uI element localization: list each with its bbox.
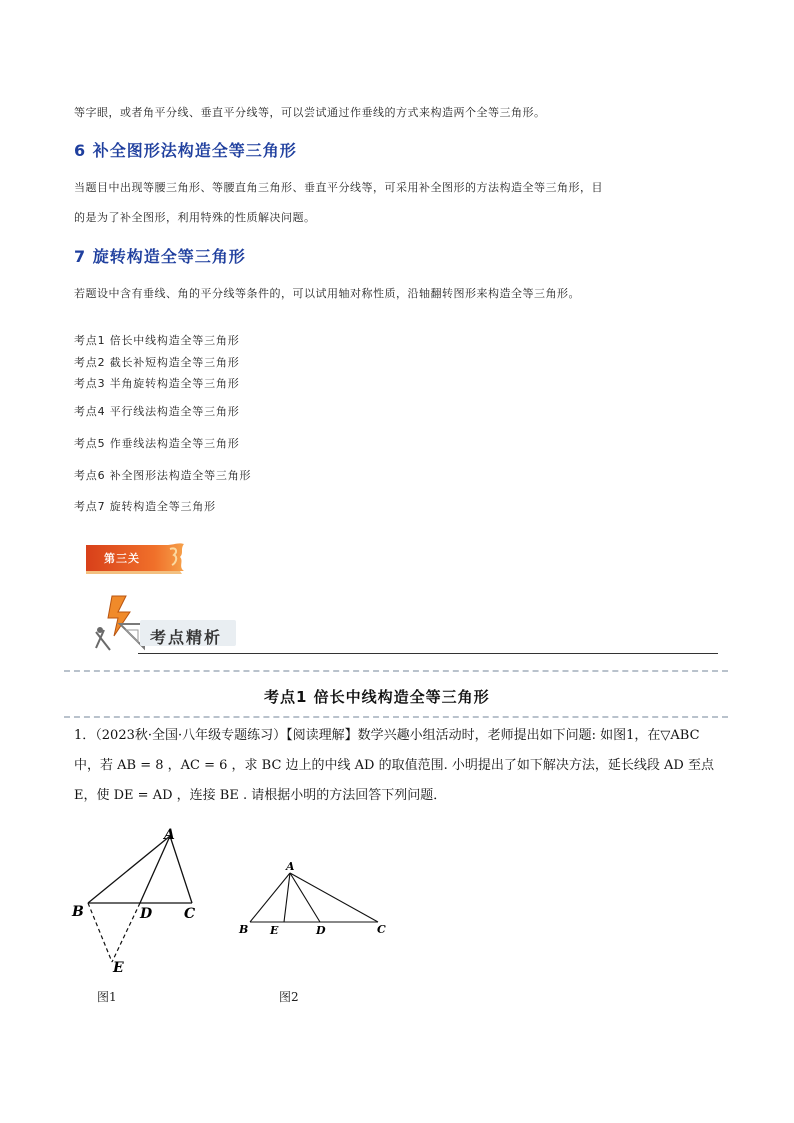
toc-item-7: 考点7 旋转构造全等三角形 xyxy=(74,500,216,513)
figure-1-caption: 图1 xyxy=(97,990,117,1004)
fig2-label-c: C xyxy=(377,923,386,936)
problem-source: （2023秋·全国·八年级专题练习）【阅读理解】数学兴趣小组活动时，老师提出如下问题: 如图1，在▽ABC xyxy=(95,728,700,743)
section-6-line-1: 当题目中出现等腰三角形、等腰直角三角形、垂直平分线等，可采用补全图形的方法构造全等三角形，目 xyxy=(74,181,603,194)
fig1-label-a: A xyxy=(164,827,175,843)
fig1-dashed-de xyxy=(112,903,140,962)
section-7-line-1: 若题设中含有垂线、角的平分线等条件的，可以试用轴对称性质，沿轴翻转图形来构造全等三角形。 xyxy=(74,287,580,300)
fig1-side-ac xyxy=(170,836,192,903)
fig1-label-c: C xyxy=(184,906,196,922)
section-6-heading: 6 补全图形法构造全等三角形 xyxy=(74,141,297,160)
banner-label: 第三关 xyxy=(104,552,140,565)
figure-2-caption: 图2 xyxy=(279,990,299,1004)
kd-underline xyxy=(138,653,718,654)
fig2-label-b: B xyxy=(239,923,249,936)
fig1-label-b: B xyxy=(72,904,84,920)
toc-item-5: 考点5 作垂线法构造全等三角形 xyxy=(74,437,240,450)
separator-top xyxy=(64,670,728,672)
fig1-label-e: E xyxy=(113,960,124,972)
fig1-dashed-be xyxy=(88,903,112,962)
fig1-label-d: D xyxy=(140,906,153,922)
fig2-segment-ae xyxy=(284,873,290,922)
figure-1 xyxy=(66,822,216,972)
separator-bottom xyxy=(64,716,728,718)
fig2-label-d: D xyxy=(316,924,326,937)
fig2-segment-ad xyxy=(290,873,320,922)
toc-item-6: 考点6 补全图形法构造全等三角形 xyxy=(74,469,252,482)
toc-item-3: 考点3 半角旋转构造全等三角形 xyxy=(74,377,240,390)
kd-header xyxy=(90,590,720,660)
intro-line: 等字眼，或者角平分线、垂直平分线等，可以尝试通过作垂线的方式来构造两个全等三角形。 xyxy=(74,106,546,119)
fig1-side-ab xyxy=(88,836,170,903)
figure-2 xyxy=(232,856,392,946)
fig2-side-ac xyxy=(290,873,378,922)
toc-item-2: 考点2 截长补短构造全等三角形 xyxy=(74,356,240,369)
fig2-label-a: A xyxy=(286,860,295,873)
kd-title: 考点精析 xyxy=(150,628,223,647)
toc-item-4: 考点4 平行线法构造全等三角形 xyxy=(74,405,240,418)
problem-line-1 xyxy=(74,721,700,751)
section-6-line-2: 的是为了补全图形，利用特殊的性质解决问题。 xyxy=(74,211,316,224)
kp-title: 考点1 倍长中线构造全等三角形 xyxy=(264,688,490,706)
section-7-heading: 7 旋转构造全等三角形 xyxy=(74,247,246,266)
level-banner xyxy=(84,541,190,575)
fig2-side-ab xyxy=(250,873,290,922)
problem-number: 1． xyxy=(74,728,96,743)
problem-line-3: E，使 DE = AD ，连接 BE . 请根据小明的方法回答下列问题． xyxy=(74,788,447,803)
toc-item-1: 考点1 倍长中线构造全等三角形 xyxy=(74,334,240,347)
fig2-label-e: E xyxy=(270,924,279,937)
problem-line-2: 中，若 AB = 8 ，AC = 6 ，求 BC 边上的中线 AD 的取值范围. 小明提出了如下解决方法，延长线段 AD 至点 xyxy=(74,758,714,773)
fig1-median-ad xyxy=(140,836,170,903)
